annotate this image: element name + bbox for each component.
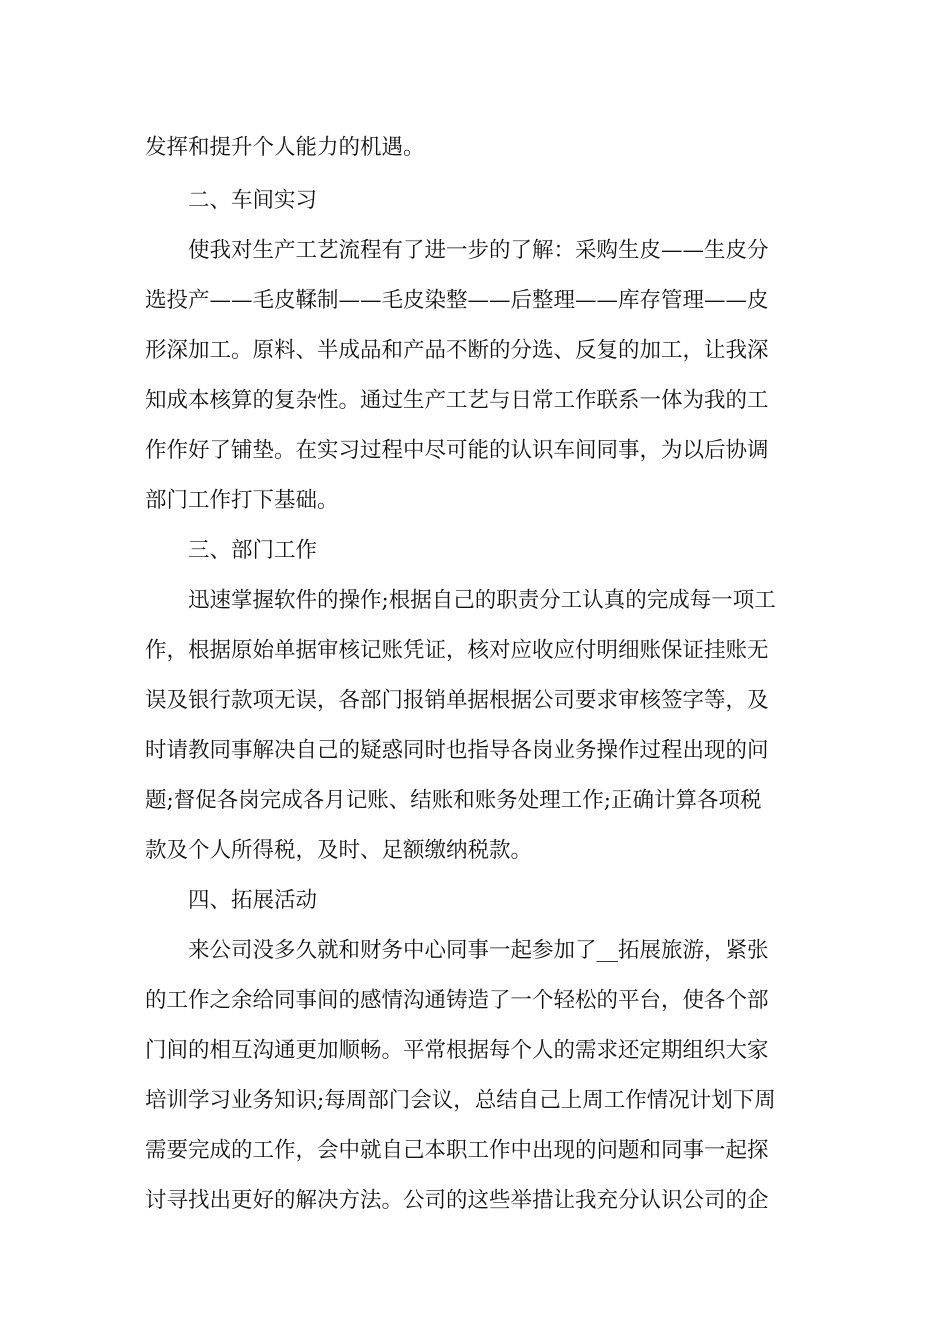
paragraph-line: 来公司没多久就和财务中心同事一起参加了__拓展旅游，紧张: [188, 938, 769, 963]
paragraph-line: 需要完成的工作，会中就自己本职工作中出现的问题和同事一起探: [145, 1138, 769, 1163]
paragraph-line: 形深加工。原料、半成品和产品不断的分选、反复的加工，让我深: [145, 338, 769, 363]
paragraph-line: 培训学习业务知识;每周部门会议，总结自己上周工作情况计划下周: [145, 1088, 776, 1113]
paragraph-line: 的工作之余给同事间的感情沟通铸造了一个轻松的平台，使各个部: [145, 988, 769, 1013]
paragraph-line: 时请教同事解决自己的疑惑同时也指导各岗业务操作过程出现的问: [145, 738, 769, 763]
section-heading-workshop: 二、车间实习: [188, 188, 318, 213]
paragraph-line: 迅速掌握软件的操作;根据自己的职责分工认真的完成每一项工: [188, 588, 776, 613]
paragraph-line: 作，根据原始单据审核记账凭证，核对应收应付明细账保证挂账无: [145, 638, 769, 663]
paragraph-line: 知成本核算的复杂性。通过生产工艺与日常工作联系一体为我的工: [145, 388, 769, 413]
paragraph-line: 发挥和提升个人能力的机遇。: [145, 135, 425, 160]
paragraph-line: 款及个人所得税，及时、足额缴纳税款。: [145, 838, 533, 863]
section-heading-department: 三、部门工作: [188, 538, 318, 563]
paragraph-line: 作作好了铺垫。在实习过程中尽可能的认识车间同事，为以后协调: [145, 438, 769, 463]
paragraph-line: 使我对生产工艺流程有了进一步的了解：采购生皮——生皮分: [188, 238, 769, 263]
section-heading-activities: 四、拓展活动: [188, 888, 318, 913]
paragraph-line: 部门工作打下基础。: [145, 488, 339, 513]
paragraph-line: 选投产——毛皮鞣制——毛皮染整——后整理——库存管理——皮: [145, 288, 769, 313]
paragraph-line: 误及银行款项无误，各部门报销单据根据公司要求审核签字等，及: [145, 688, 769, 713]
paragraph-line: 讨寻找出更好的解决方法。公司的这些举措让我充分认识公司的企: [145, 1188, 769, 1213]
paragraph-line: 题;督促各岗完成各月记账、结账和账务处理工作;正确计算各项税: [145, 788, 762, 813]
paragraph-line: 门间的相互沟通更加顺畅。平常根据每个人的需求还定期组织大家: [145, 1038, 769, 1063]
